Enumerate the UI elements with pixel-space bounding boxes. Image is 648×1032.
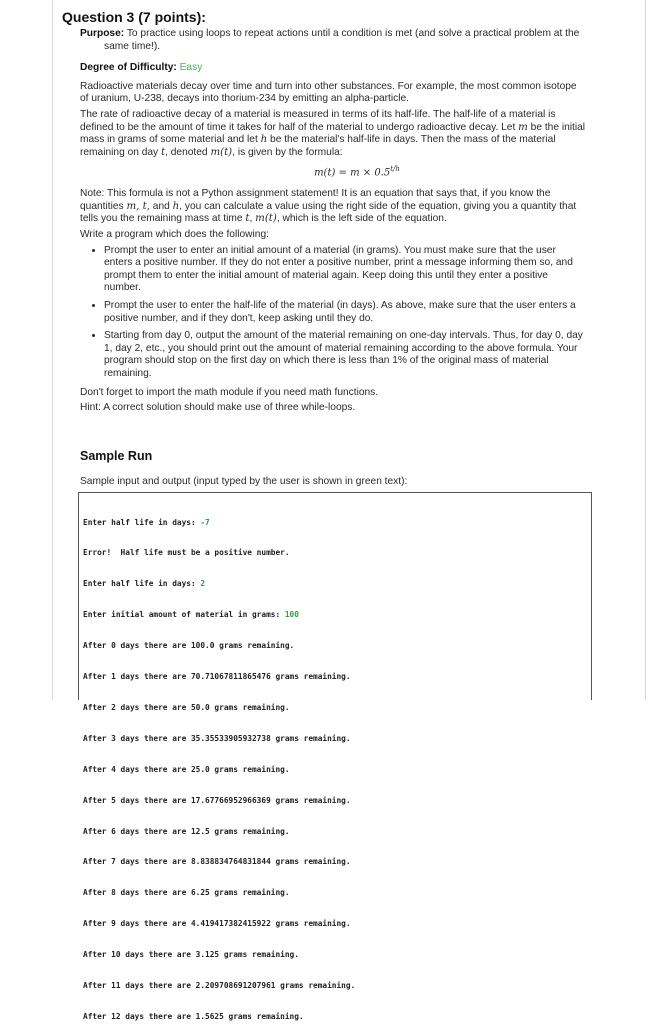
console-line [83,672,591,682]
console-output: After 1 days there are 70.71067811865476 grams remaining. [83,672,351,682]
console-output: After 11 days there are 2.209708691207961 grams remaining. [83,980,356,990]
question-body [80,28,586,418]
sample-run-heading: Sample Run [80,449,153,463]
difficulty-value: Easy [179,62,203,74]
console-line [83,796,591,806]
purpose-paragraph [80,28,586,53]
note-text-e: , which is the left side of the equation. [276,213,447,225]
console-user-input: 2 [200,579,206,589]
console-line [83,1012,591,1022]
decay-formula [128,163,586,180]
question-title: Question 3 (7 points): [62,9,206,25]
note-paragraph [80,188,586,226]
difficulty-label: Degree of Difficulty: [80,62,177,74]
note-text-b: and [152,200,170,212]
console-output: Enter half life in days: [83,579,201,589]
console-line [83,734,591,744]
intro-paragraph-2 [80,109,586,159]
console-line [83,981,591,991]
note-text-c: , you can calculate a value using the right side of the equation, giving you a quantity that tells you the remaining mass at time [80,200,577,225]
purpose-label: Purpose: [80,28,125,39]
formula-main: m(t) = m × 0.5 [314,167,391,179]
write-instruction: Write a program which does the following: [80,229,269,241]
requirement-item: • Prompt the user to enter an initial amount of a material (in grams). You must make sure that the user enters a positive number. If they do not enter a positive number, print a message informing them so, and prompt them to enter the initial amount of material again. Keep doing this until they enter a positive number. [104,245,586,295]
var-t: t [161,146,166,158]
purpose-text: To practice using loops to repeat actions until a condition is met (and solve a practical problem at the same time!). [104,28,580,52]
console-line [83,919,591,929]
console-line [83,548,591,558]
requirement-item: • Prompt the user to enter the half-life of the material (in days). As above, make sure that the user enters a positive number, and if they don't, keep asking until they do. [104,300,586,325]
console-output: Enter initial amount of material in grams: [83,610,285,620]
requirement-item: • Starting from day 0, output the amount of the material remaining on one-day intervals. Thus, for day 0, day 1, day 2, etc., you should print out the amount of material remaining according to the above formula. Your program should stop on the first day on which there is less than 1% of the original mass of material remaining. [104,330,586,380]
intro-paragraph-1: Radioactive materials decay over time and turn into other substances. For example, the most common isotope of uranium, U-238, decays into thorium-234 by emitting an alpha-particle. [80,80,577,105]
console-line [83,641,591,651]
var-mt: m(t) [210,146,233,158]
console-line [83,703,591,713]
note-var-t: t [245,213,250,225]
note-var-mt: m(t) [255,213,277,225]
console-line [83,888,591,898]
console-user-input: -7 [200,517,210,527]
dont-forget-note: Don't forget to import the math module if you need math functions. [80,386,379,398]
console-output: After 10 days there are 3.125 grams remaining. [83,950,299,960]
console-output: After 3 days there are 35.35533905932738 grams remaining. [83,733,351,743]
intro-text-b: be the initial mass in grams of some material and let [80,121,586,146]
intro-text-e: , is given by the formula: [232,146,343,158]
intro-text-a: The rate of radioactive decay of a material is measured in terms of its half-life. The half-life of a material is defined to be the amount of time it takes for half of the material to undergo radioactive decay. Let [80,108,556,133]
console-output: Error! Half life must be a positive number. [83,548,290,558]
console-line [83,579,591,589]
var-m: m [518,121,528,133]
console-output: After 7 days there are 8.838834764831844 grams remaining. [83,857,351,867]
note-text-a: Note: This formula is not a Python assignment statement! It is an equation that says that, if you know the quantities [80,188,551,212]
console-output: After 0 days there are 100.0 grams remaining. [83,641,295,651]
difficulty-line [80,62,586,75]
note-text-d: , [249,213,253,225]
console-line [83,827,591,837]
console-output: After 12 days there are 1.5625 grams remaining. [83,1011,304,1021]
console-output: After 8 days there are 6.25 grams remaining. [83,888,290,898]
console-output: After 6 days there are 12.5 grams remaining. [83,826,290,836]
note-vars: m, t, [126,200,150,212]
console-output: Enter half life in days: [83,517,201,527]
console-line [83,518,591,528]
console-output: After 5 days there are 17.67766952966369 grams remaining. [83,795,351,805]
console-user-input: 100 [284,610,299,620]
console-line [83,610,591,620]
formula-exponent: t/h [390,165,400,174]
requirements-list [80,245,586,381]
sample-run-description: Sample input and output (input typed by the user is shown in green text): [80,476,408,487]
console-output: After 2 days there are 50.0 grams remaining. [83,702,290,712]
hint-note: Hint: A correct solution should make use of three while-loops. [80,402,356,414]
console-output: After 4 days there are 25.0 grams remaining. [83,764,290,774]
intro-text-d: , denoted [165,146,208,158]
console-line [83,765,591,775]
console-line [83,857,591,867]
var-h: h [260,134,268,146]
intro-text-c: be the material's half-life in days. Then the mass of the material remaining on day [80,134,556,158]
note-var-h: h [172,200,180,212]
console-output: After 9 days there are 4.419417382415922 grams remaining. [83,919,351,929]
console-line [83,950,591,960]
sample-console [78,492,592,1021]
